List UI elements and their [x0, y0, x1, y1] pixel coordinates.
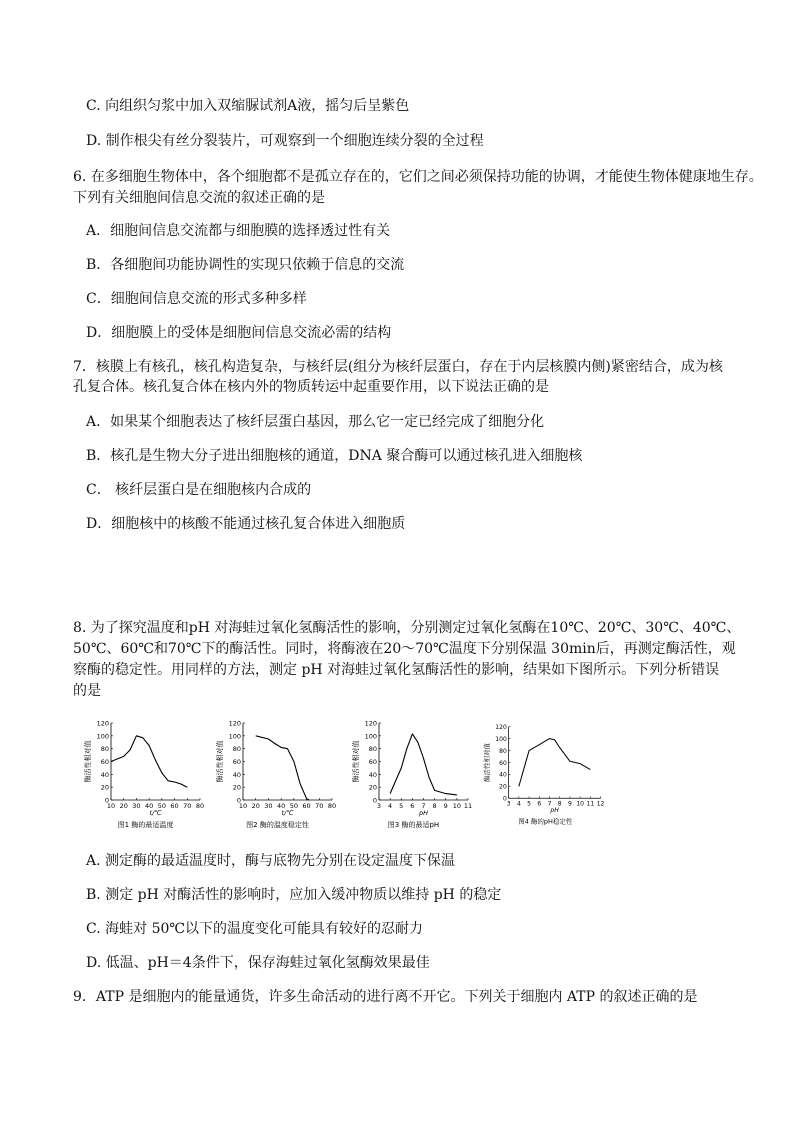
x-tick-label: 3 — [376, 802, 382, 810]
question-8-stem-line3: 察酶的稳定性。用同样的方法，测定 pH 对海蛙过氧化氢酶活性的影响，结果如下图所示。下列分析错误 — [73, 662, 720, 678]
y-tick-label: 40 — [368, 770, 377, 779]
y-tick-label: 100 — [364, 732, 377, 741]
x-tick-label: 80 — [327, 802, 337, 810]
x-tick-label: 7 — [547, 800, 552, 808]
x-tick-label: 5 — [399, 802, 404, 810]
y-tick-label: 20 — [232, 783, 241, 792]
x-tick-label: 9 — [568, 800, 572, 808]
y-tick-label: 120 — [228, 719, 241, 728]
x-tick-label: 20 — [119, 802, 128, 810]
x-tick-label: 4 — [388, 802, 393, 810]
option-8a: A. 测定酶的最适温度时，酶与底物先分别在设定温度下保温 — [86, 853, 456, 869]
chart-caption: 图3 酶的最适pH — [387, 821, 440, 829]
option-7b: B．核孔是生物大分子进出细胞核的通道，DNA 聚合酶可以通过核孔进入细胞核 — [86, 448, 583, 464]
option-8c: C. 海蛙对 50℃以下的温度变化可能具有较好的忍耐力 — [86, 921, 424, 937]
x-tick-label: 40 — [277, 802, 286, 810]
x-tick-label: 12 — [596, 800, 605, 808]
y-axis-label: 酶活性相对值 — [216, 740, 224, 783]
question-8-stem-line1: 8. 为了探究温度和pH 对海蛙过氧化氢酶活性的影响，分别测定过氧化氢酶在10℃、20℃、30℃、40℃、 — [73, 620, 741, 636]
x-tick-label: 8 — [432, 802, 437, 810]
question-8-stem-line4: 的是 — [73, 683, 101, 699]
x-axis-label: t/℃ — [281, 809, 294, 817]
y-tick-label: 120 — [495, 724, 507, 732]
series-line — [390, 734, 457, 795]
option-6b: B．各细胞间功能协调性的实现只依赖于信息的交流 — [86, 257, 405, 273]
option-5d: D. 制作根尖有丝分裂装片，可观察到一个细胞连续分裂的全过程 — [86, 133, 484, 149]
y-tick-label: 60 — [232, 758, 241, 766]
y-tick-label: 40 — [100, 770, 109, 779]
x-tick-label: 10 — [238, 802, 248, 810]
option-7a: A．如果某个细胞表达了核纤层蛋白基因，那么它一定已经完成了细胞分化 — [86, 414, 545, 430]
y-axis-label: 酶活性相对值 — [84, 740, 92, 783]
y-tick-label: 80 — [100, 745, 109, 754]
x-tick-label: 3 — [506, 800, 511, 808]
y-tick-label: 40 — [232, 770, 241, 779]
option-8b: B. 测定 pH 对酶活性的影响时，应加入缓冲物质以维持 pH 的稳定 — [86, 887, 502, 903]
x-tick-label: 11 — [463, 802, 473, 810]
question-7-stem-line2: 孔复合体。核孔复合体在核内外的物质转运中起重要作用，以下说法正确的是 — [73, 379, 549, 395]
x-tick-label: 30 — [132, 802, 141, 810]
x-tick-label: 60 — [170, 802, 179, 810]
chart-caption: 图2 酶的温度稳定性 — [246, 821, 309, 829]
y-tick-label: 80 — [232, 745, 241, 754]
x-tick-label: 6 — [537, 800, 542, 808]
x-tick-label: 10 — [576, 800, 584, 808]
series-line — [256, 736, 309, 800]
question-9-stem: 9．ATP 是细胞内的能量通货，许多生命活动的进行离不开它。下列关于细胞内 ATP 的叙述正确的是 — [73, 989, 698, 1005]
figure-enzyme-charts — [78, 717, 618, 837]
x-tick-label: 10 — [106, 802, 116, 810]
x-tick-label: 50 — [157, 802, 166, 810]
x-tick-label: 40 — [145, 802, 154, 810]
chart-fig1 — [78, 717, 208, 833]
option-6c: C．细胞间信息交流的形式多种多样 — [86, 291, 307, 307]
y-tick-label: 0 — [236, 796, 241, 805]
x-tick-label: 30 — [264, 802, 273, 810]
x-tick-label: 7 — [421, 802, 426, 810]
x-tick-label: 70 — [315, 802, 324, 810]
series-line — [519, 739, 591, 787]
y-tick-label: 120 — [96, 719, 109, 728]
y-tick-label: 60 — [100, 758, 109, 766]
y-tick-label: 60 — [499, 759, 507, 767]
chart-caption: 图1 酶的最适温度 — [117, 821, 174, 829]
y-tick-label: 80 — [368, 745, 377, 754]
chart-fig3 — [346, 717, 476, 833]
y-tick-label: 100 — [96, 732, 109, 741]
y-tick-label: 20 — [499, 783, 507, 791]
y-axis-label: 酶活性相对值 — [483, 742, 492, 782]
x-axis-label: pH — [418, 809, 429, 817]
x-tick-label: 6 — [410, 802, 415, 810]
option-6a: A．细胞间信息交流都与细胞膜的选择透过性有关 — [86, 223, 391, 239]
x-tick-label: 50 — [289, 802, 298, 810]
question-6-stem-line1: 6. 在多细胞生物体中，各个细胞都不是孤立存在的，它们之间必须保持功能的协调，才能使生物体健康地生存。 — [73, 169, 763, 185]
y-tick-label: 120 — [364, 719, 377, 728]
y-tick-label: 0 — [372, 796, 377, 805]
option-5c: C. 向组织匀浆中加入双缩脲试剂A液，摇匀后呈紫色 — [86, 98, 410, 114]
x-tick-label: 8 — [557, 800, 562, 808]
y-tick-label: 80 — [499, 747, 507, 755]
series-line — [111, 736, 187, 787]
y-tick-label: 20 — [368, 783, 377, 792]
y-tick-label: 60 — [368, 758, 377, 766]
option-6d: D．细胞膜上的受体是细胞间信息交流必需的结构 — [86, 325, 392, 341]
question-8-stem-line2: 50℃、60℃和70℃下的酶活性。同时，将酶液在20～70℃温度下分别保温 30min后，再测定酶活性，观 — [73, 641, 736, 657]
y-tick-label: 40 — [499, 771, 507, 779]
y-axis-label: 酶活性相对值 — [352, 740, 360, 783]
question-6-stem-line2: 下列有关细胞间信息交流的叙述正确的是 — [73, 190, 325, 206]
chart-caption: 图4 酶的pH稳定性 — [518, 817, 573, 826]
x-tick-label: 70 — [183, 802, 192, 810]
x-tick-label: 10 — [452, 802, 462, 810]
x-tick-label: 9 — [443, 802, 448, 810]
y-tick-label: 0 — [104, 796, 109, 805]
x-tick-label: 11 — [586, 800, 595, 808]
y-tick-label: 20 — [100, 783, 109, 792]
chart-fig4 — [478, 717, 608, 833]
x-tick-label: 20 — [251, 802, 260, 810]
question-7-stem-line1: 7．核膜上有核孔，核孔构造复杂，与核纤层(组分为核纤层蛋白，存在于内层核膜内侧)紧密结合，成为核 — [73, 359, 723, 375]
x-tick-label: 60 — [302, 802, 311, 810]
option-7d: D．细胞核中的核酸不能通过核孔复合体进入细胞质 — [86, 516, 406, 532]
x-axis-label: pH — [550, 807, 559, 815]
x-tick-label: 4 — [516, 800, 521, 808]
x-axis-label: t/℃ — [149, 809, 162, 817]
x-tick-label: 5 — [527, 800, 531, 808]
x-tick-label: 80 — [195, 802, 205, 810]
chart-fig2 — [210, 717, 340, 833]
y-tick-label: 100 — [495, 735, 507, 743]
option-8d: D. 低温、pH＝4条件下，保存海蛙过氧化氢酶效果最佳 — [86, 955, 430, 971]
y-tick-label: 0 — [502, 795, 507, 803]
y-tick-label: 100 — [228, 732, 241, 741]
option-7c: C． 核纤层蛋白是在细胞核内合成的 — [86, 482, 312, 498]
